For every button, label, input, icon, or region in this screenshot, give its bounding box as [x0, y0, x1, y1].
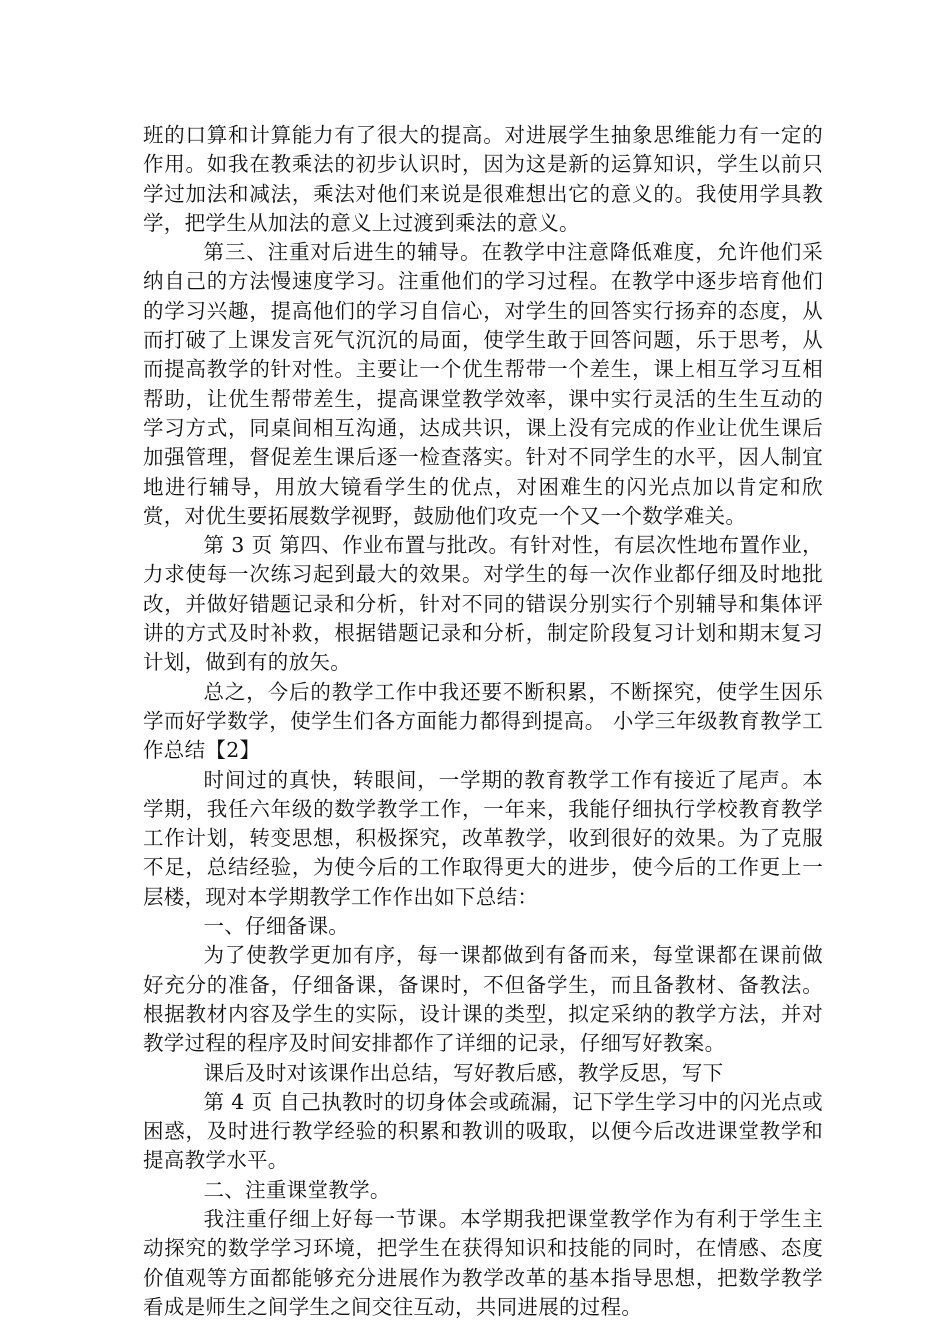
document-body	[143, 121, 823, 1322]
heading-lesson-prep: 一、仔细备课。	[203, 914, 350, 939]
paragraph-semester-intro: 时间过的真快，转眼间，一学期的教育教学工作有接近了尾声。本学期，我任六年级的数学教学工作，一年来，我能仔细执行学校教育教学工作计划，转变思想，积极探究，改革教学，收到很好的效果。为了克服不足，总结经验，为使今后的工作取得更大的进步，使今后的工作更上一层楼，现对本学期教学工作作出如下总结：	[143, 767, 823, 909]
paragraph-lesson-prep: 为了使教学更加有序，每一课都做到有备而来，每堂课都在课前做好充分的准备，仔细备课，备课时，不但备学生，而且备教材、备教法。根据教材内容及学生的实际，设计课的类型，拟定采纳的教学方法，并对教学过程的程序及时间安排都作了详细的记录，仔细写好教案。	[143, 943, 823, 1056]
paragraph-after-class: 课后及时对该课作出总结，写好教后感，教学反思，写下	[203, 1060, 724, 1085]
paragraph-homework: 第 3 页 第四、作业布置与批改。有针对性，有层次性地布置作业，力求使每一次练习起到最大的效果。对学生的每一次作业都仔细及时地批改，并做好错题记录和分析，针对不同的错误分别实行个别辅导和集体评讲的方式及时补救，根据错题记录和分析，制定阶段复习计划和期末复习计划，做到有的放矢。	[143, 533, 823, 675]
paragraph-tutoring-weak-students: 第三、注重对后进生的辅导。在教学中注意降低难度，允许他们采纳自己的方法慢速度学习。注重他们的学习过程。在教学中逐步培育他们的学习兴趣，提高他们的学习自信心，对学生的回答实行扬弃的态度，从而打破了上课发言死气沉沉的局面，使学生敢于回答问题，乐于思考，从而提高教学的针对性。主要让一个优生帮带一个差生，课上相互学习互相帮助，让优生帮带差生，提高课堂教学效率，课中实行灵活的生生互动的学习方式，同桌间相互沟通，达成共识，课上没有完成的作业让优生课后加强管理，督促差生课后逐一检查落实。针对不同学生的水平，因人制宜地进行辅导，用放大镜看学生的优点，对困难生的闪光点加以肯定和欣赏，对优生要拓展数学视野，鼓励他们攻克一个又一个数学难关。	[143, 240, 823, 528]
paragraph-multiplication: 班的口算和计算能力有了很大的提高。对进展学生抽象思维能力有一定的作用。如我在教乘法的初步认识时，因为这是新的运算知识，学生以前只学过加法和减法，乘法对他们来说是很难想出它的意义的。我使用学具教学，把学生从加法的意义上过渡到乘法的意义。	[143, 123, 823, 235]
paragraph-summary: 总之，今后的教学工作中我还要不断积累，不断探究，使学生因乐学而好学数学，使学生们各方面能力都得到提高。 小学三年级教育教学工作总结【2】	[143, 679, 823, 763]
paragraph-classroom-teaching: 我注重仔细上好每一节课。本学期我把课堂教学作为有利于学生主动探究的数学学习环境，把学生在获得知识和技能的同时，在情感、态度价值观等方面都能够充分进展作为教学改革的基本指导思想，把数学教学看成是师生之间学生之间交往互动，共同进展的过程。	[143, 1206, 823, 1319]
paragraph-reflection: 第 4 页 自己执教时的切身体会或疏漏，记下学生学习中的闪光点或困惑，及时进行教学经验的积累和教训的吸取，以便今后改进课堂教学和提高教学水平。	[143, 1089, 823, 1173]
heading-classroom-teaching: 二、注重课堂教学。	[203, 1177, 391, 1202]
